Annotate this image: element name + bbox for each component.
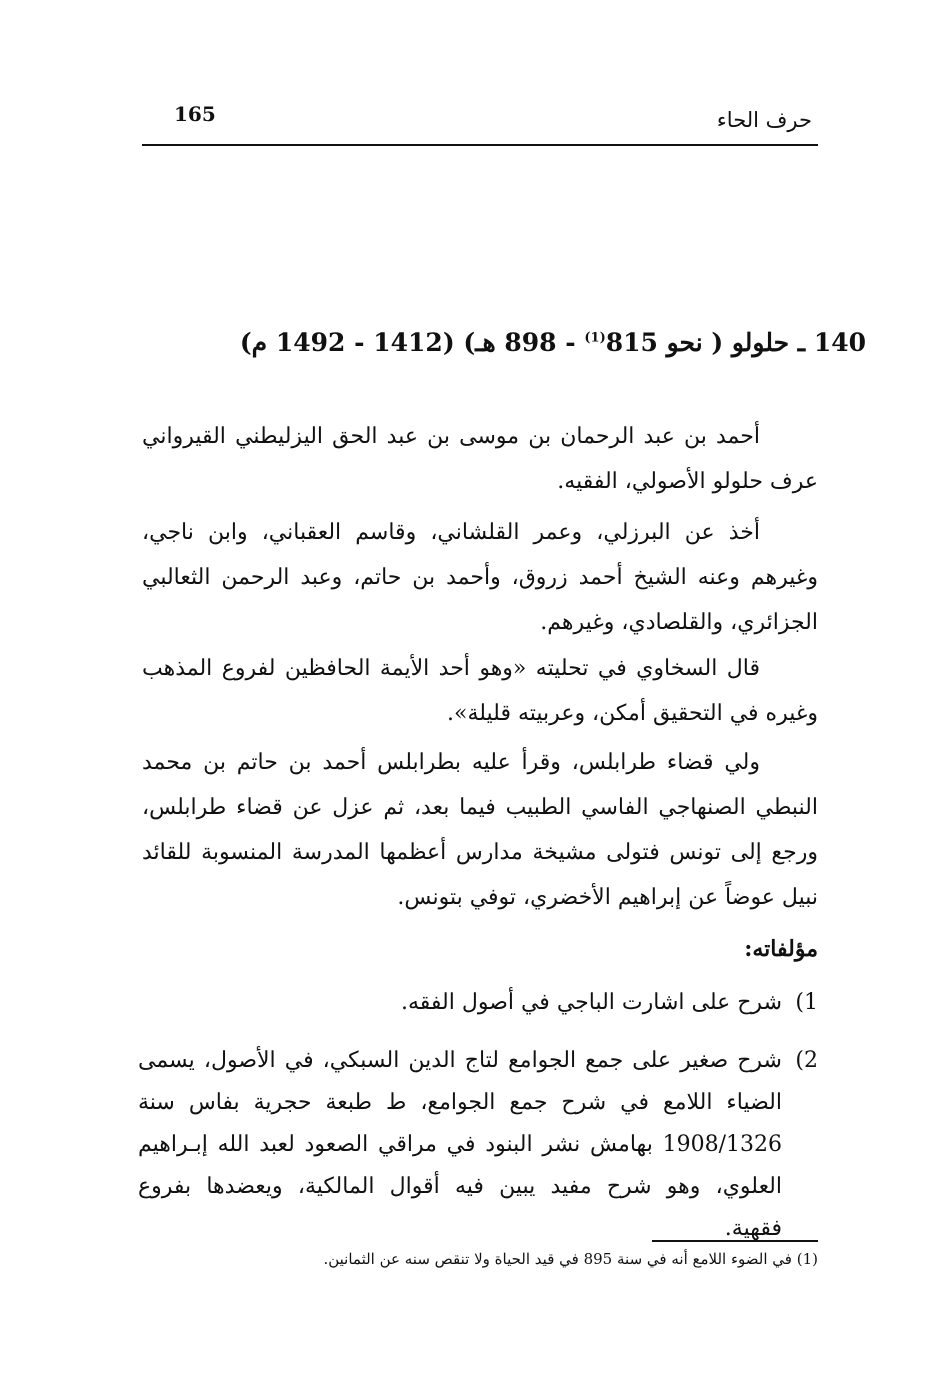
paragraph-name — [142, 414, 818, 504]
paragraph-line: النبطي الصنهاجي الفاسي الطبيب فيما بعد، ثم عزل عن قضاء طرابلس، — [142, 795, 818, 820]
paragraph-line: الجزائري، والقلصادي، وغيرهم. — [540, 610, 818, 635]
paragraph-line: وغيرهم وعنه الشيخ أحمد زروق، وأحمد بن حاتم، وعبد الرحمن الثعالبي — [142, 565, 818, 590]
paragraph-line: أخذ عن البرزلي، وعمر القلشاني، وقاسم العقباني، وابن ناجي، — [142, 520, 760, 545]
paragraph-line: ولي قضاء طرابلس، وقرأ عليه بطرابلس أحمد بن حاتم بن محمد — [142, 750, 760, 775]
page-header — [142, 100, 818, 146]
paragraph-line: ورجع إلى تونس فتولى مشيخة مدارس أعظمها المدرسة المنسوبة للقائد — [142, 840, 818, 865]
work-line: الضياء اللامع في شرح جمع الجوامع، ط طبعة حجرية بفاس سنة — [138, 1090, 782, 1115]
work-item — [138, 982, 818, 1024]
work-line — [138, 1040, 818, 1082]
footnote: (1) في الضوء اللامع أنه في سنة 895 في قيد الحياة ولا تنقص سنه عن الثمانين. — [323, 1250, 818, 1268]
work-text: شرح على اشارت الباجي في أصول الفقه. — [400, 990, 782, 1015]
work-line: العلوي، وهو شرح مفيد يبين فيه أقوال المالكية، ويعضدها بفروع — [138, 1174, 782, 1199]
work-line: فقهية. — [724, 1216, 782, 1241]
entry-title — [239, 328, 866, 357]
work-line — [138, 982, 818, 1024]
running-head: حرف الحاء — [716, 108, 812, 132]
footnote-mark: (1) — [584, 330, 606, 346]
entry-title-dates: - 898 هـ) (1412 - 1492 م) — [239, 328, 576, 357]
paragraph-line: عرف حلولو الأصولي، الفقيه. — [557, 469, 818, 494]
work-line: 1908/1326 بهامش نشر البنود في مراقي الصعود لعبد الله إبـراهيم — [138, 1132, 782, 1157]
works-heading: مؤلفاته: — [744, 936, 818, 962]
paragraph-line: قال السخاوي في تحليته «وهو أحد الأيمة الحافظين لفروع المذهب — [142, 656, 760, 681]
paragraph-teachers — [142, 510, 818, 645]
paragraph-career — [142, 740, 818, 920]
work-number: 1) — [795, 990, 818, 1015]
paragraph-line: وغيره في التحقيق أمكن، وعربيته قليلة». — [447, 701, 818, 726]
work-number: 2) — [795, 1048, 818, 1073]
work-text: شرح صغير على جمع الجوامع لتاج الدين السبكي، في الأصول، يسمى — [138, 1048, 782, 1073]
paragraph-sakhawi — [142, 646, 818, 736]
entry-number: 140 — [813, 328, 866, 357]
entry-title-text: ـ حلولو ( نحو 815 — [605, 328, 806, 357]
paragraph-line: نبيل عوضاً عن إبراهيم الأخضري، توفي بتونس. — [397, 885, 818, 910]
paragraph-line: أحمد بن عبد الرحمان بن موسى بن عبد الحق اليزليطني القيرواني — [142, 424, 760, 449]
page-number: 165 — [174, 102, 216, 126]
footnote-divider — [652, 1240, 818, 1242]
work-item — [138, 1040, 818, 1250]
